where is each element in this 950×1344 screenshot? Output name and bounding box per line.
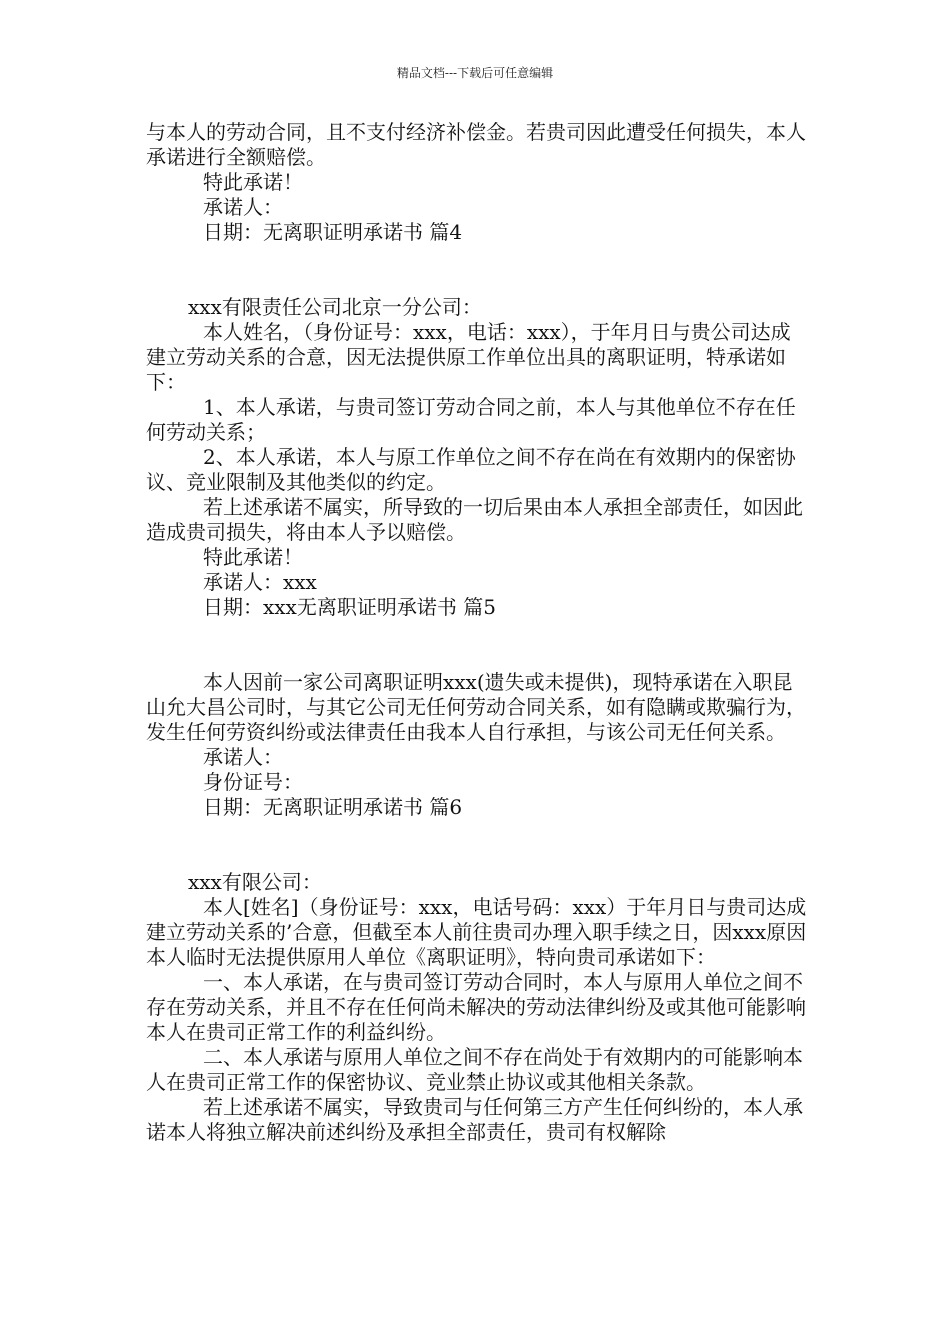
paragraph: 1、本人承诺，与贵司签订劳动合同之前，本人与其他单位不存在任何劳动关系； xyxy=(146,395,796,444)
section-gap xyxy=(146,245,808,295)
page-header: 精品文档---下载后可任意编辑 xyxy=(396,66,554,80)
section-date-title: 日期：xxx无离职证明承诺书 篇5 xyxy=(203,595,496,619)
paragraph: 本人姓名，（身份证号：xxx，电话：xxx），于年月日与贵公司达成建立劳动关系的合意，因无法提供原工作单位出具的离职证明，特承诺如下： xyxy=(146,320,791,394)
paragraph: 承诺人： xyxy=(203,195,283,219)
paragraph: 若上述承诺不属实，所导致的一切后果由本人承担全部责任，如因此造成贵司损失，将由本人予以赔偿。 xyxy=(146,495,803,544)
paragraph: 承诺人： xyxy=(203,745,283,769)
section-date-title: 日期：无离职证明承诺书 篇6 xyxy=(203,795,463,819)
section-date-title: 日期：无离职证明承诺书 篇4 xyxy=(203,220,463,244)
paragraph: 本人[姓名]（身份证号：xxx，电话号码：xxx）于年月日与贵司达成建立劳动关系的’合意，但截至本人前往贵司办理入职手续之日，因xxx原因本人临时无法提供原用人单位《离职证明》，特向贵司承诺如下： xyxy=(146,895,807,969)
paragraph: 特此承诺！ xyxy=(203,170,303,194)
paragraph: 特此承诺！ xyxy=(203,545,303,569)
section-gap xyxy=(146,820,808,870)
paragraph: 二、本人承诺与原用人单位之间不存在尚处于有效期内的可能影响本人在贵司正常工作的保密协议、竞业禁止协议或其他相关条款。 xyxy=(146,1045,803,1094)
salutation: xxx有限责任公司北京一分公司： xyxy=(188,295,482,319)
paragraph: 若上述承诺不属实，导致贵司与任何第三方产生任何纠纷的，本人承诺本人将独立解决前述纠纷及承担全部责任，贵司有权解除 xyxy=(146,1095,803,1144)
salutation: xxx有限公司： xyxy=(188,870,322,894)
paragraph: 身份证号： xyxy=(203,770,303,794)
paragraph: 承诺人：xxx xyxy=(203,570,317,594)
paragraph: 一、本人承诺，在与贵司签订劳动合同时，本人与原用人单位之间不存在劳动关系，并且不存在任何尚未解决的劳动法律纠纷及或其他可能影响本人在贵司正常工作的利益纠纷。 xyxy=(146,970,806,1044)
section-gap xyxy=(146,620,808,670)
paragraph: 2、本人承诺，本人与原工作单位之间不存在尚在有效期内的保密协议、竞业限制及其他类似的约定。 xyxy=(146,445,796,494)
paragraph: 本人因前一家公司离职证明xxx(遗失或未提供)，现特承诺在入职昆山允大昌公司时，与其它公司无任何劳动合同关系，如有隐瞒或欺骗行为，发生任何劳资纠纷或法律责任由我本人自行承担，与该公司无任何关系。 xyxy=(146,670,806,744)
paragraph: 与本人的劳动合同，且不支付经济补偿金。若贵司因此遭受任何损失，本人承诺进行全额赔偿。 xyxy=(146,120,806,169)
document-body xyxy=(146,120,808,1145)
